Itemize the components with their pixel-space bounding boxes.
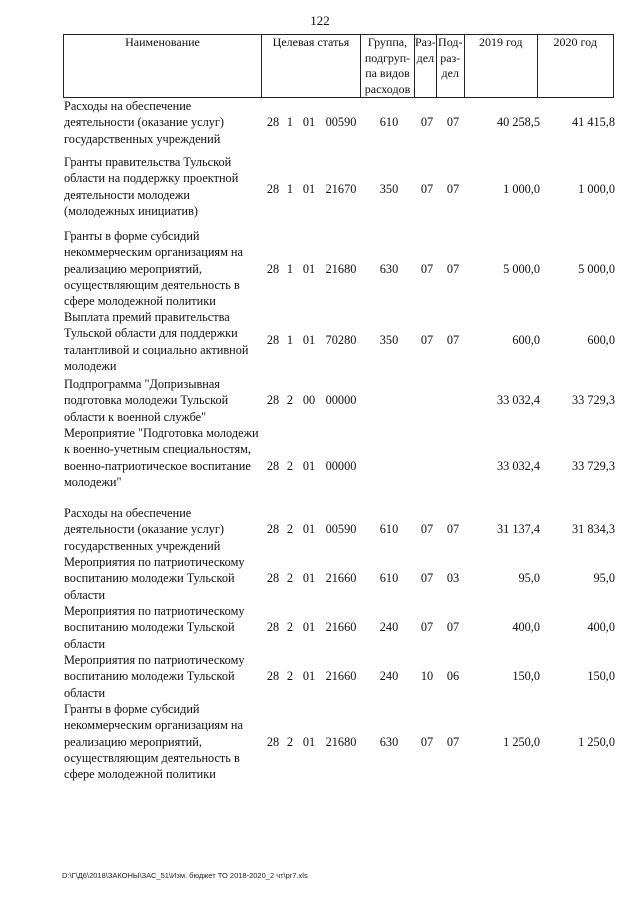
row-name: Мероприятия по патриотическому воспитанию молодежи Тульской области [64, 555, 245, 602]
subsection-code: 06 [446, 669, 460, 683]
amount-2019: 5 000,0 [503, 262, 540, 276]
row-name: Выплата премий правительства Тульской области для поддержки талантливой и социально активной молодежи [64, 310, 249, 373]
section-code: 07 [420, 182, 434, 196]
expense-group: 610 [379, 115, 399, 129]
row-name: Мероприятия по патриотическому воспитанию молодежи Тульской области [64, 604, 245, 651]
direction-code: 21680 [325, 735, 357, 749]
expense-group: 610 [379, 522, 399, 536]
amount-2020: 31 834,3 [571, 522, 615, 536]
expense-group: 630 [379, 735, 399, 749]
subprogram-code: 2 [286, 393, 294, 407]
measure-code: 01 [302, 735, 316, 749]
section-code: 07 [420, 735, 434, 749]
amount-2020: 1 250,0 [578, 735, 615, 749]
program-code: 28 [266, 262, 280, 276]
amount-2020: 33 729,3 [571, 393, 615, 407]
measure-code: 01 [302, 571, 316, 585]
measure-code: 01 [302, 669, 316, 683]
program-code: 28 [266, 459, 280, 473]
subprogram-code: 1 [286, 333, 294, 347]
amount-2019: 95,0 [518, 571, 540, 585]
direction-code: 00590 [325, 115, 357, 129]
amount-2020: 400,0 [587, 620, 615, 634]
header-name: Наименование [64, 35, 262, 98]
amount-2020: 1 000,0 [578, 182, 615, 196]
subprogram-code: 2 [286, 735, 294, 749]
measure-code: 01 [302, 182, 316, 196]
measure-code: 01 [302, 620, 316, 634]
header-target-article: Целевая статья [262, 35, 361, 98]
program-code: 28 [266, 620, 280, 634]
row-name: Гранты в форме субсидий некоммерческим организациям на реализацию мероприятий, осуществляющим деятельность в сфере молодежной политики [64, 702, 243, 782]
subsection-code: 07 [446, 522, 460, 536]
subprogram-code: 2 [286, 669, 294, 683]
row-name: Расходы на обеспечение деятельности (оказание услуг) государственных учреждений [64, 506, 224, 553]
amount-2019: 1 000,0 [503, 182, 540, 196]
subsection-code: 03 [446, 571, 460, 585]
measure-code: 01 [302, 115, 316, 129]
expense-group: 240 [379, 669, 399, 683]
row-name: Мероприятия по патриотическому воспитанию молодежи Тульской области [64, 653, 245, 700]
program-code: 28 [266, 115, 280, 129]
amount-2020: 95,0 [593, 571, 615, 585]
amount-2019: 400,0 [512, 620, 540, 634]
direction-code: 21660 [325, 571, 357, 585]
direction-code: 21680 [325, 262, 357, 276]
measure-code: 01 [302, 459, 316, 473]
program-code: 28 [266, 333, 280, 347]
subprogram-code: 2 [286, 459, 294, 473]
measure-code: 01 [302, 522, 316, 536]
section-code: 07 [420, 115, 434, 129]
subprogram-code: 1 [286, 262, 294, 276]
amount-2019: 31 137,4 [496, 522, 540, 536]
direction-code: 21660 [325, 620, 357, 634]
header-year-2019: 2019 год [464, 35, 537, 98]
subsection-code: 07 [446, 115, 460, 129]
amount-2020: 33 729,3 [571, 459, 615, 473]
row-name: Гранты в форме субсидий некоммерческим организациям на реализацию мероприятий, осуществляющим деятельность в сфере молодежной политики [64, 229, 243, 309]
row-name: Подпрограмма "Допризывная подготовка молодежи Тульской области к военной службе" [64, 377, 229, 424]
measure-code: 01 [302, 262, 316, 276]
amount-2019: 33 032,4 [496, 459, 540, 473]
header-year-2020: 2020 год [537, 35, 613, 98]
direction-code: 00000 [325, 393, 357, 407]
section-code: 07 [420, 620, 434, 634]
measure-code: 00 [302, 393, 316, 407]
header-group: Группа, подгруп-па видов расходов [361, 35, 415, 98]
expense-group: 610 [379, 571, 399, 585]
amount-2019: 150,0 [512, 669, 540, 683]
section-code: 07 [420, 262, 434, 276]
program-code: 28 [266, 393, 280, 407]
section-code: 07 [420, 522, 434, 536]
program-code: 28 [266, 669, 280, 683]
section-code: 07 [420, 571, 434, 585]
amount-2019: 1 250,0 [503, 735, 540, 749]
subsection-code: 07 [446, 262, 460, 276]
expense-group: 350 [379, 333, 399, 347]
program-code: 28 [266, 735, 280, 749]
subsection-code: 07 [446, 620, 460, 634]
program-code: 28 [266, 522, 280, 536]
expense-group: 630 [379, 262, 399, 276]
subsection-code: 07 [446, 735, 460, 749]
subprogram-code: 2 [286, 620, 294, 634]
amount-2020: 600,0 [587, 333, 615, 347]
row-name: Расходы на обеспечение деятельности (оказание услуг) государственных учреждений [64, 99, 224, 146]
row-name: Гранты правительства Тульской области на поддержку проектной деятельности молодежи (молодежных инициатив) [64, 155, 239, 218]
amount-2020: 5 000,0 [578, 262, 615, 276]
header-subsection: Под-раз-дел [436, 35, 464, 98]
direction-code: 21660 [325, 669, 357, 683]
amount-2020: 150,0 [587, 669, 615, 683]
amount-2020: 41 415,8 [571, 115, 615, 129]
program-code: 28 [266, 571, 280, 585]
direction-code: 00000 [325, 459, 357, 473]
table-header [63, 34, 614, 98]
subprogram-code: 1 [286, 182, 294, 196]
direction-code: 21670 [325, 182, 357, 196]
subsection-code: 07 [446, 333, 460, 347]
measure-code: 01 [302, 333, 316, 347]
row-name: Мероприятие "Подготовка молодежи к военно-учетным специальностям, военно-патриотическое воспитание молодежи" [64, 426, 259, 489]
subprogram-code: 2 [286, 571, 294, 585]
header-section: Раз-дел [415, 35, 437, 98]
subsection-code: 07 [446, 182, 460, 196]
direction-code: 00590 [325, 522, 357, 536]
subprogram-code: 1 [286, 115, 294, 129]
subprogram-code: 2 [286, 522, 294, 536]
section-code: 10 [420, 669, 434, 683]
program-code: 28 [266, 182, 280, 196]
page-number: 122 [310, 13, 330, 28]
direction-code: 70280 [325, 333, 357, 347]
file-path-footer: D:\Г\Д6\2018\ЗАКОНЫ\ЗАС_51\Изм. бюджет ТО 2018-2020_2 чт\pr7.xls [62, 871, 308, 880]
amount-2019: 40 258,5 [496, 115, 540, 129]
expense-group: 240 [379, 620, 399, 634]
expense-group: 350 [379, 182, 399, 196]
section-code: 07 [420, 333, 434, 347]
amount-2019: 600,0 [512, 333, 540, 347]
amount-2019: 33 032,4 [496, 393, 540, 407]
